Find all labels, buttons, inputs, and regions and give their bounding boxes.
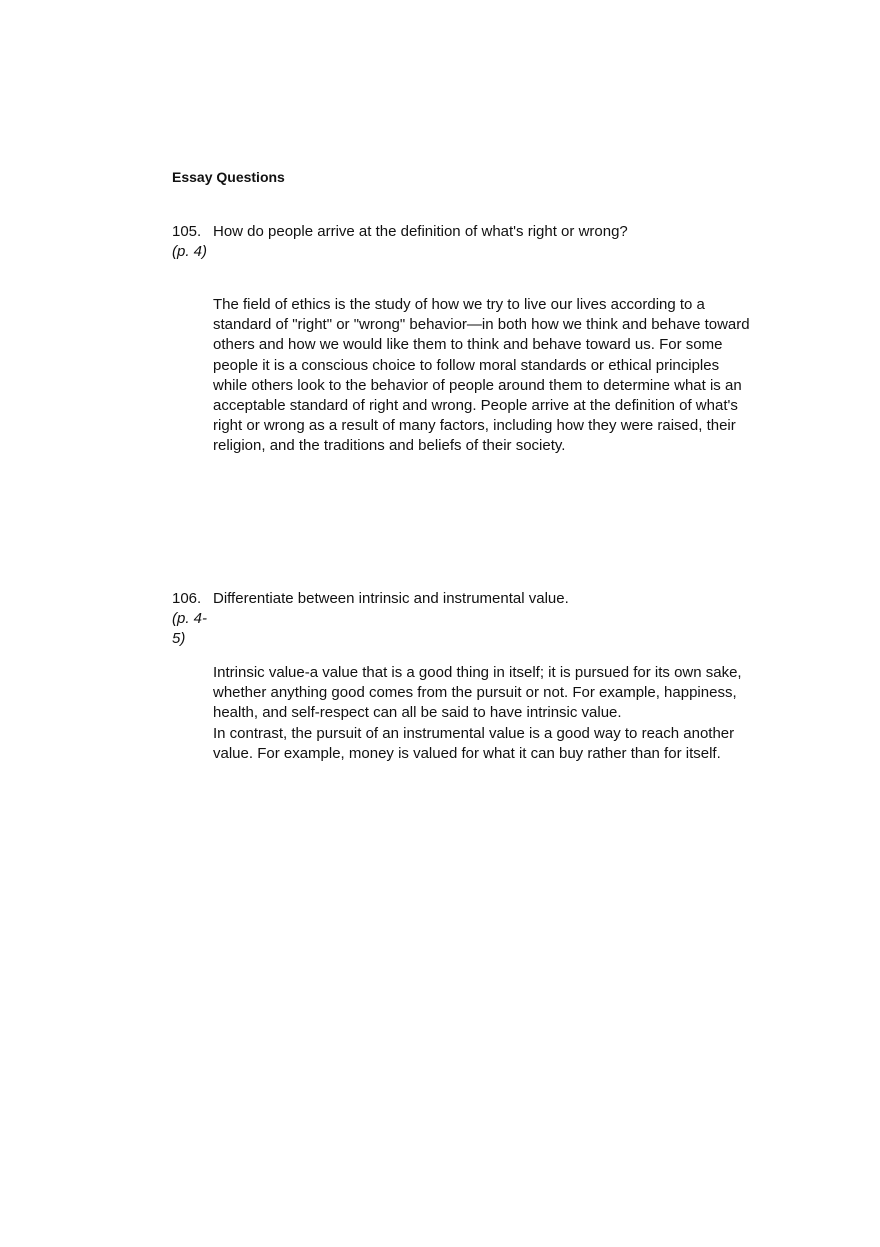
answer-line: value. For example, money is valued for what it can buy rather than for itself. — [213, 744, 721, 762]
page-reference: (p. 4) — [172, 243, 208, 260]
answer-line: health, and self-respect can all be said to have intrinsic value. — [213, 704, 622, 722]
question-text: How do people arrive at the definition of what's right or wrong? — [213, 223, 628, 240]
answer-text — [213, 663, 742, 764]
answer-line: The field of ethics is the study of how we try to live our lives according to a — [213, 296, 705, 313]
question-text: Differentiate between intrinsic and instrumental value. — [213, 590, 569, 607]
answer-line: people it is a conscious choice to follow moral standards or ethical principles — [213, 356, 720, 374]
answer-line: standard of "right" or "wrong" behavior—in both how we think and behave toward — [213, 316, 750, 334]
answer-line: In contrast, the pursuit of an instrumental value is a good way to reach another — [213, 724, 735, 742]
answer-line: acceptable standard of right and wrong. People arrive at the definition of what's — [213, 396, 738, 414]
answer-line: Intrinsic value-a value that is a good thing in itself; it is pursued for its own sake, — [213, 664, 742, 681]
answer-line: religion, and the traditions and beliefs of their society. — [213, 437, 566, 455]
answer-line: right or wrong as a result of many factors, including how they were raised, their — [213, 417, 736, 435]
answer-line: others and how we would like them to think and behave toward us. For some — [213, 336, 723, 354]
page-reference: (p. 4- — [172, 610, 208, 627]
question-number: 105. — [172, 223, 202, 240]
question-number: 106. — [172, 590, 202, 607]
answer-text — [213, 295, 750, 457]
section-heading: Essay Questions — [172, 169, 285, 185]
page-reference: 5) — [172, 630, 186, 647]
answer-line: while others look to the behavior of people around them to determine what is an — [213, 376, 742, 394]
answer-line: whether anything good comes from the pursuit or not. For example, happiness, — [213, 684, 737, 702]
